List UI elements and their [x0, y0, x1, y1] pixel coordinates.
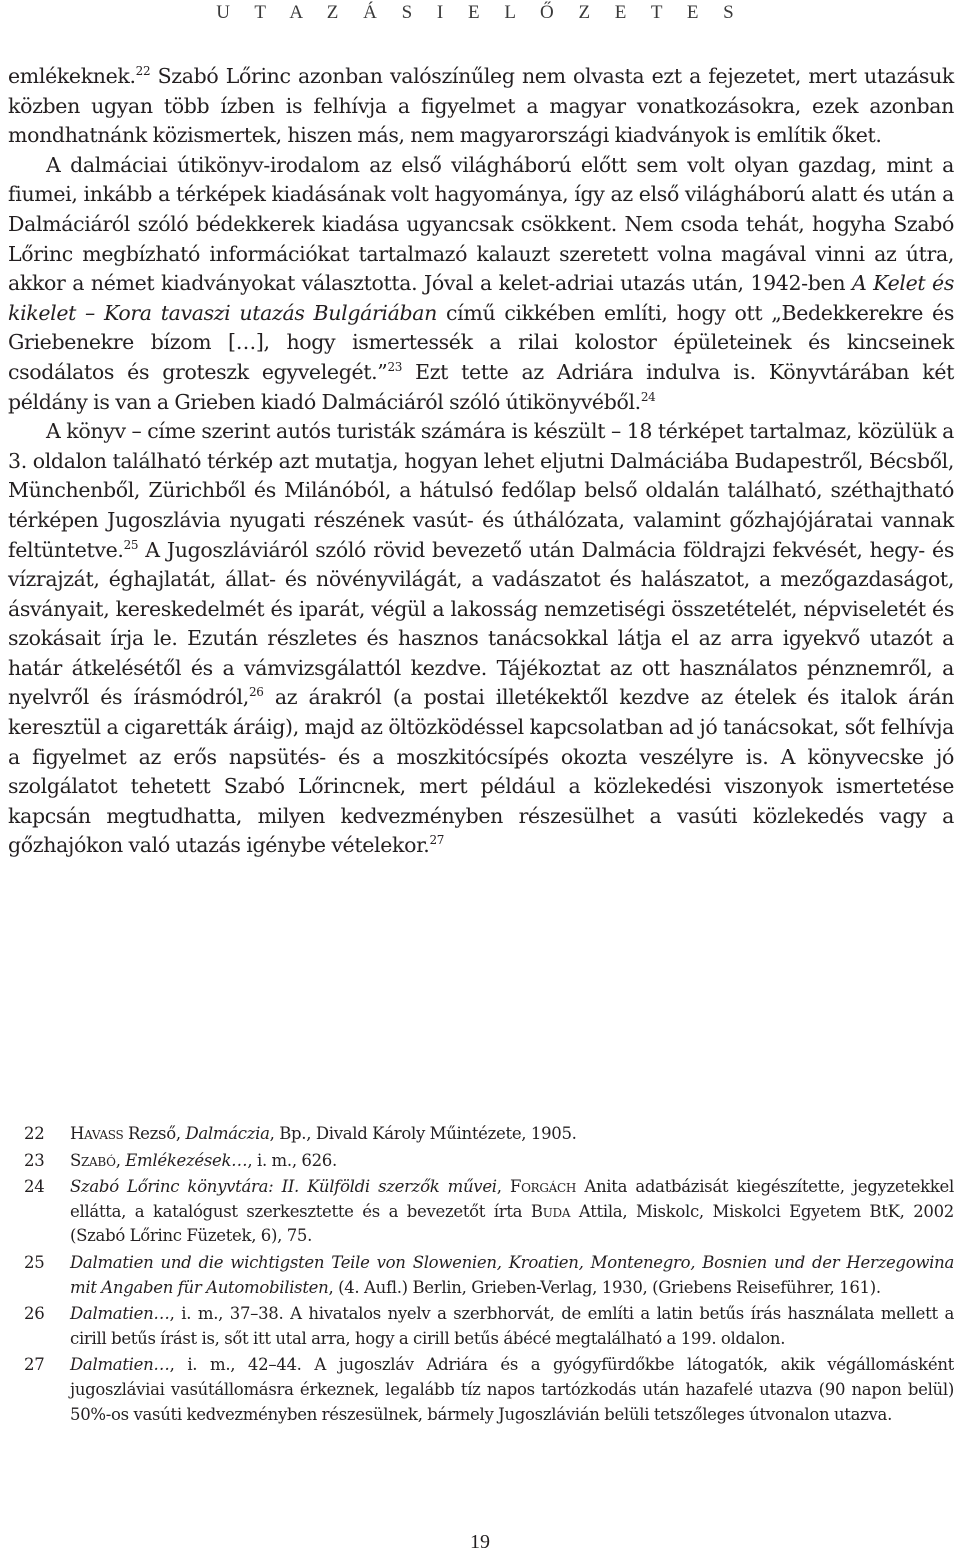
paragraph-text: A Jugoszláviáról szóló rövid bevezető után Dalmácia földrajzi fekvését, hegy- és vízrajzát, éghajlatát, állat- és növényvilágát, a vadászatot és halászatot, a mezőgazdaságot, ásványait, kereskedelmét és iparát, végül a lakosság nemzetiségi összetételét, népviseletét és szokásait írja le. Ezután részletes és hasznos tanácsokkal látja el az arra igyekvő utazót a határ átkelésétől és a vámvizsgálattól kezdve. Tájékoztat az ott használatos pénznemről, a nyelvről és írásmódról,	[8, 537, 954, 710]
footnote-ref-27[interactable]: 27	[429, 833, 445, 848]
book-title: Dalmáczia	[185, 1124, 270, 1143]
paragraph-text: című cikkében említi, hogy ott „Bedekkerekre és Griebenekre bízom […], hogy ismertessék a rilai kolostor épületeinek és kincseinek csodálatos és groteszk egyvelegét.”	[8, 300, 954, 384]
book-title: Szabó Lőrinc könyvtára: II. Külföldi szerzők művei	[70, 1177, 497, 1196]
footnote-text-part: , i. m., 626.	[247, 1150, 337, 1170]
book-title: Emlékezések…	[125, 1150, 248, 1170]
footnote-text-part: ,	[496, 1177, 510, 1196]
author-name: Buda	[530, 1201, 571, 1221]
footnote-number: 26	[24, 1304, 45, 1324]
author-name: Forgách	[509, 1177, 577, 1196]
footnote-25	[8, 1251, 954, 1300]
footnote-text	[70, 1302, 954, 1351]
body-text	[8, 62, 954, 861]
paragraph-text: az árakról (a postai illetékektől kezdve az ételek és italok árán keresztül a cigaretták áráig), majd az öltözködéssel kapcsolatban ad jó tanácsokat, sőt felhívja a figyelmet az erős napsütés- és a moszkitócsípés okozta veszélyre is. A könyvecske jó szolgálatot tehetett Szabó Lőrincnek, mert például a közlekedési viszonyok ismertetése kapcsán megtudhatta, milyen kedvezményben részesülhet a vasúti közlekedés vagy a gőzhajókon való utazás igénybe vételekor.	[8, 685, 955, 858]
footnote-number: 22	[24, 1124, 45, 1143]
footnote-ref-23[interactable]: 23	[387, 359, 403, 374]
footnote-27	[8, 1353, 954, 1427]
footnote-text-part: , Bp., Divald Károly Műintézete, 1905.	[269, 1124, 577, 1143]
paragraph-text: A dalmáciai útikönyv-irodalom az első világháború előtt sem volt olyan gazdag, mint a fiumei, inkább a térképek kiadásának volt hagyománya, így az első világháború alatt és után a Dalmáciáról szóló bédekkerek kiadása ugyancsak csökkent. Nem csoda tehát, hogyha Szabó Lőrinc megbízható információkat tartalmazó kalauzt szeretett volna magával vinni az útra, akkor a német kiadványokat választotta. Jóval a kelet-adriai utazás után, 1942-ben	[8, 152, 954, 296]
paragraph-text: emlékeknek.	[8, 64, 136, 88]
footnote-text	[70, 1251, 954, 1300]
footnote-22	[8, 1122, 954, 1147]
book-title: Dalmatien und die wichtigsten Teile von Slowenien, Kroatien, Montenegro, Bosnien und der Herzegowina mit Angaben für Automobilisten	[70, 1252, 954, 1297]
footnote-ref-22[interactable]: 22	[135, 64, 151, 78]
book-title: Dalmatien…	[70, 1355, 170, 1375]
author-name: Szabó	[70, 1150, 116, 1170]
footnote-text	[70, 1353, 954, 1427]
footnote-26	[8, 1302, 954, 1351]
paragraph-text: Ezt tette az Adriára indulva is. Könyvtárában két példány is van a Grieben kiadó Dalmáciáról szóló útikönyvéből.	[8, 359, 954, 414]
footnote-number: 23	[24, 1150, 45, 1170]
footnote-ref-24[interactable]: 24	[640, 389, 656, 404]
running-head: U T A Z Á S I E L Ő Z E T E S	[216, 2, 744, 23]
book-title: Dalmatien…	[70, 1304, 170, 1324]
footnote-text-part: , i. m., 42–44. A jugoszláv Adriára és a gyógyfürdőkbe látogatók, akik végállomásként jugoszláviai vasútállomásra érkeznek, legalább tíz napos tartózkodás után hazafelé utazva (90 napon belül) 50%-os vasúti kedvezményben részesülnek, bármely Jugoszlávián belüli tetszőleges útvonalon utazva.	[70, 1355, 954, 1424]
paragraph-2	[8, 151, 954, 417]
article-title: A Kelet és kikelet – Kora tavaszi utazás Bulgáriában	[8, 271, 954, 325]
footnote-text-part: Anita adatbázisát kiegészítette, jegyzetekkel ellátta, a katalógust szerkesztette és a bevezetőt írta	[70, 1177, 955, 1221]
footnote-text	[70, 1175, 954, 1249]
footnote-text-part: , i. m., 37–38. A hivatalos nyelv a szerbhorvát, de említi a latin betűs írás használata mellett a cirill betűs írást is, sőt itt utal arra, hogy a cirill betűs ábécé megtalálható a 199. oldalon.	[70, 1304, 954, 1348]
footnote-number: 27	[24, 1355, 45, 1375]
footnote-text-part: , (4. Aufl.) Berlin, Grieben-Verlag, 1930, (Griebens Reiseführer, 161).	[328, 1277, 881, 1297]
author-name: Havass	[70, 1124, 124, 1143]
paragraph-text: Szabó Lőrinc azonban valószínűleg nem olvasta ezt a fejezetet, mert utazásuk közben ugyan több ízben is felhívja a figyelmet a magyar vonatkozásokra, ezek azonban mondhatnánk közismertek, hiszen más, nem magyarországi kiadványok is említik őket.	[8, 64, 954, 148]
footnotes	[8, 1122, 954, 1429]
footnote-text-part: Rezső,	[123, 1124, 186, 1143]
footnote-text	[70, 1149, 954, 1174]
page-number: 19	[470, 1531, 490, 1553]
footnote-ref-25[interactable]: 25	[123, 537, 139, 552]
paragraph-text: A könyv – címe szerint autós turisták számára is készült – 18 térképet tartalmaz, közülük a 3. oldalon található térkép azt mutatja, hogyan lehet eljutni Dalmáciába Budapestről, Bécsből, Münchenből, Zürichből és Milánóból, a hátulsó fedőlap belső oldalán található, széthajtható térképen Jugoszlávia nyugati részének vasút- és úthálózata, valamint gőzhajójáratai vannak feltüntetve.	[8, 419, 954, 562]
paragraph-1	[8, 62, 954, 151]
paragraph-3	[8, 417, 954, 861]
footnote-text-part: ,	[115, 1150, 126, 1170]
footnote-number: 24	[24, 1177, 45, 1196]
footnote-text	[70, 1122, 954, 1147]
footnote-23	[8, 1149, 954, 1174]
footnote-text-part: Attila, Miskolc, Miskolci Egyetem BtK, 2002 (Szabó Lőrinc Füzetek, 6), 75.	[70, 1201, 955, 1246]
footnote-ref-26[interactable]: 26	[248, 685, 264, 700]
footnote-number: 25	[24, 1252, 45, 1272]
footnote-24	[8, 1175, 954, 1249]
